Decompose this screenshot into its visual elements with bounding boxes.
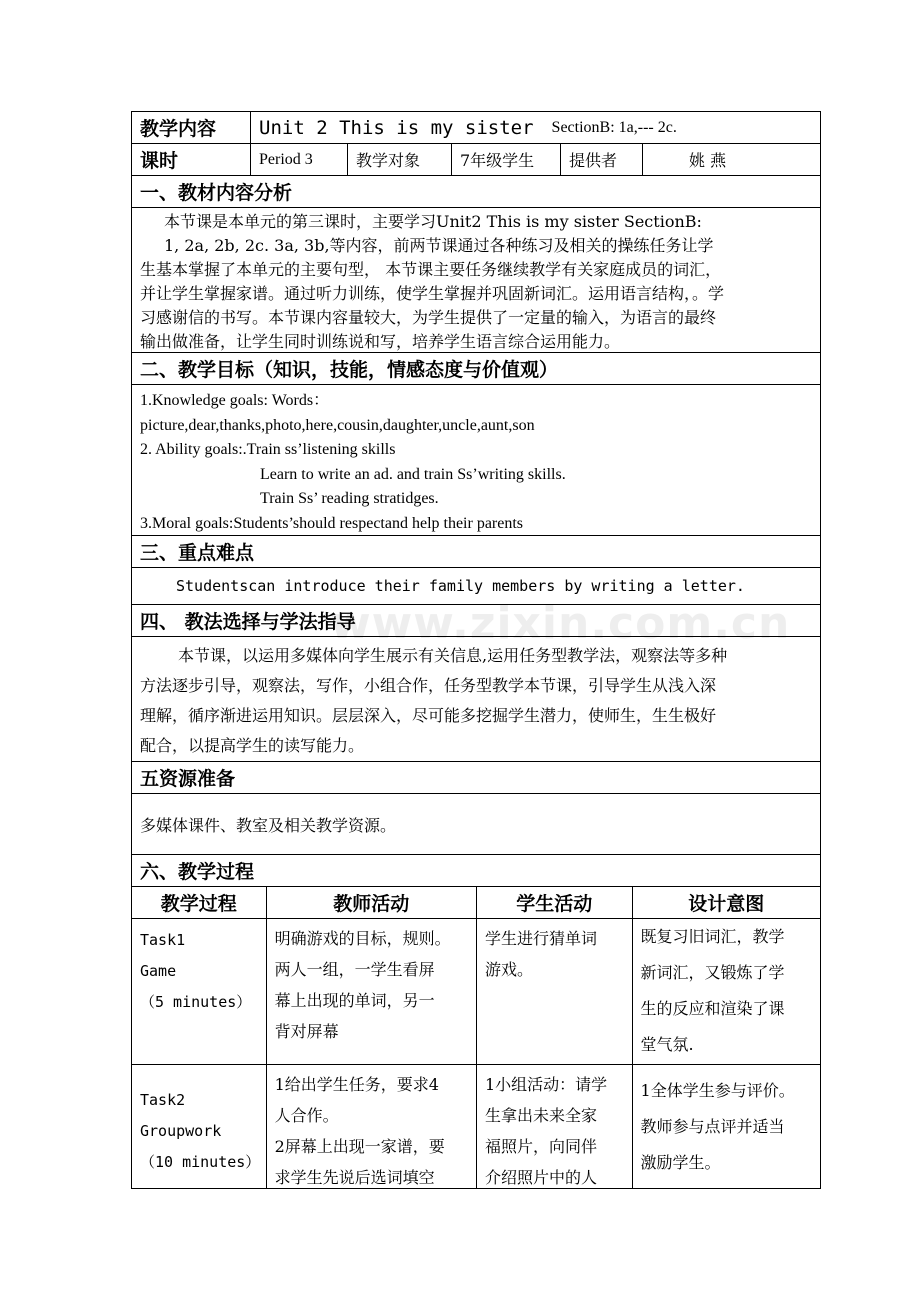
content-row	[131, 111, 821, 144]
task2-student	[477, 1065, 633, 1188]
goal-line: 2. Ability goals:.Train ss’listening skills	[140, 441, 396, 459]
analysis-line: 并让学生掌握家谱。通过听力训练，使学生掌握并巩固新词汇。运用语言结构，。学	[140, 284, 725, 303]
teacher-line: 2屏幕上出现一家谱，要	[274, 1137, 445, 1156]
content-label: 教学内容	[132, 112, 251, 143]
task2-intent	[633, 1065, 820, 1188]
goal-line: Train Ss’ reading stratidges.	[260, 490, 439, 508]
task-type: Game	[140, 962, 177, 980]
period-row	[131, 144, 821, 176]
process-header-teacher: 教师活动	[267, 887, 477, 918]
process-header-stage: 教学过程	[132, 887, 267, 918]
period-value: Period 3	[251, 144, 348, 175]
methods-line: 配合，以提高学生的读写能力。	[140, 736, 365, 755]
teacher-line: 背对屏幕	[274, 1022, 339, 1041]
analysis-line: 1, 2a, 2b, 2c. 3a, 3b,等内容，前两节课通过各种练习及相关的操练任务让学	[164, 236, 714, 255]
section-keypoints-title: 三、重点难点	[131, 536, 821, 568]
section-methods-title: 四、 教法选择与学法指导	[131, 605, 821, 637]
teacher-line: 明确游戏的目标，规则。	[274, 929, 451, 948]
task1-student	[477, 919, 633, 1064]
target-label: 教学对象	[348, 144, 452, 175]
teacher-line: 人合作。	[274, 1106, 339, 1125]
intent-line: 既复习旧词汇，教学	[640, 927, 785, 946]
task1-teacher	[267, 919, 477, 1064]
provider-value: 姚 燕	[689, 151, 727, 170]
methods-line: 本节课，以运用多媒体向学生展示有关信息,运用任务型教学法，观察法等多种	[178, 646, 728, 665]
section-resources-title: 五资源准备	[131, 762, 821, 794]
methods-line: 理解，循序渐进运用知识。层层深入，尽可能多挖掘学生潜力，使师生，生生极好	[140, 706, 717, 725]
unit-title: Unit 2 This is my sister	[259, 116, 534, 139]
teacher-line: 1给出学生任务，要求4	[274, 1075, 439, 1094]
section-goals-title: 二、教学目标（知识，技能，情感态度与价值观）	[131, 353, 821, 385]
watermark: www.zixin.com.cn	[330, 598, 791, 649]
intent-line: 新词汇，又锻炼了学	[640, 963, 785, 982]
teacher-line: 求学生先说后选词填空	[274, 1168, 435, 1187]
analysis-line: 输出做准备，让学生同时训练说和写，培养学生语言综合运用能力。	[140, 332, 621, 351]
section-goals-body	[131, 385, 821, 536]
task1-intent	[633, 919, 820, 1064]
methods-line: 方法逐步引导，观察法，写作，小组合作，任务型教学本节课，引导学生从浅入深	[140, 676, 717, 695]
intent-line: 1全体学生参与评价。	[640, 1081, 795, 1100]
section-analysis-body	[131, 208, 821, 353]
analysis-line: 生基本掌握了本单元的主要句型， 本节课主要任务继续教学有关家庭成员的词汇，	[140, 260, 722, 279]
task-type: Groupwork	[140, 1122, 222, 1140]
goal-line: 1.Knowledge goals: Words：	[140, 392, 330, 409]
student-line: 学生进行猜单词	[485, 929, 598, 948]
section-methods-body	[131, 637, 821, 762]
process-header-student: 学生活动	[477, 887, 633, 918]
task2-stage	[132, 1065, 267, 1188]
section-keypoints-body: Studentscan introduce their family members by writing a letter.	[131, 568, 821, 605]
process-row-task2	[131, 1065, 821, 1189]
section-resources-body: 多媒体课件、教室及相关教学资源。	[131, 794, 821, 855]
student-line: 1小组活动：请学	[485, 1075, 608, 1094]
content-value	[251, 112, 820, 143]
target-value: 7年级学生	[452, 144, 561, 175]
student-line: 生拿出未来全家	[485, 1106, 598, 1125]
goal-line: picture,dear,thanks,photo,here,cousin,daughter,uncle,aunt,son	[140, 416, 535, 434]
process-row-task1	[131, 919, 821, 1065]
student-line: 游戏。	[485, 960, 534, 979]
task-name: Task1	[140, 931, 186, 949]
task1-stage	[132, 919, 267, 1064]
process-header-row	[131, 887, 821, 919]
section-process-title: 六、教学过程	[131, 855, 821, 887]
goal-line: Learn to write an ad. and train Ss’writing skills.	[260, 465, 566, 483]
student-line: 介绍照片中的人	[485, 1168, 598, 1187]
section-range: SectionB: 1a,--- 2c.	[551, 118, 677, 136]
teacher-line: 两人一组，一学生看屏	[274, 960, 435, 979]
process-header-intent: 设计意图	[688, 893, 765, 915]
goal-line: 3.Moral goals:Students’should respectand help their parents	[140, 514, 524, 532]
intent-line: 激励学生。	[640, 1153, 721, 1172]
intent-line: 堂气氛.	[640, 1035, 694, 1054]
provider-label: 提供者	[561, 144, 643, 175]
task2-teacher	[267, 1065, 477, 1188]
intent-line: 生的反应和渲染了课	[640, 999, 785, 1018]
task-duration: （5 minutes）	[140, 993, 252, 1011]
task-duration: （10 minutes）	[140, 1153, 261, 1171]
analysis-line: 习感谢信的书写。本节课内容量较大，为学生提供了一定量的输入，为语言的最终	[140, 308, 717, 327]
lesson-plan-table	[131, 111, 821, 1189]
section-analysis-title: 一、教材内容分析	[131, 176, 821, 208]
analysis-line: 本节课是本单元的第三课时，主要学习Unit2 This is my sister SectionB:	[164, 212, 702, 231]
task-name: Task2	[140, 1091, 186, 1109]
intent-line: 教师参与点评并适当	[640, 1117, 785, 1136]
period-label: 课时	[132, 144, 251, 175]
teacher-line: 幕上出现的单词，另一	[274, 991, 435, 1010]
student-line: 福照片，向同伴	[485, 1137, 598, 1156]
